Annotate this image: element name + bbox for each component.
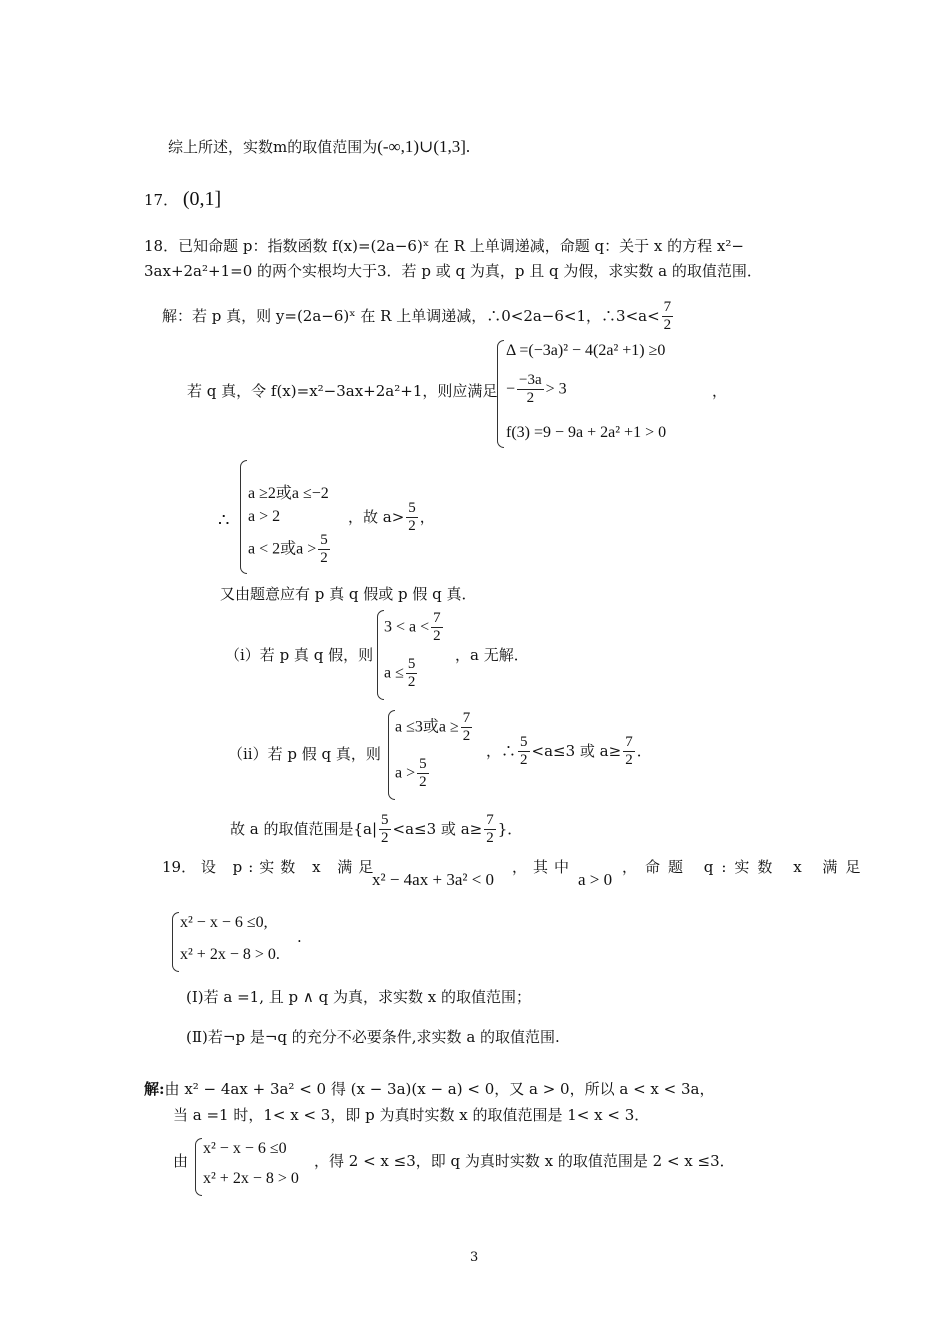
q19-sol-sys-row1: x² − x − 6 ≤0 (203, 1140, 287, 1157)
q18-number: 18． (144, 237, 179, 255)
case1-row2: a ≤ $\frac{5}{2}$ (384, 656, 416, 691)
q19-sol-line2: 当 a =1 时，1< x < 3，即 p 为真时实数 x 的取值范围是 1< x < 3． (173, 1106, 650, 1124)
q18-stem-line2: 3ax+2a²+1=0 的两个实根均大于3．若 p 或 q 为真，p 且 q 为假，求实数 a 的取值范围． (144, 262, 762, 280)
q19-sys-row2: x² + 2x − 8 > 0. (180, 946, 280, 963)
sys-q-row3: f(3) =9 − 9a + 2a² +1 > 0 (506, 424, 667, 441)
q19-sol-sys-row2: x² + 2x − 8 > 0 (203, 1170, 299, 1187)
case1-row1: 3 < a < $\frac{7}{2}$ (384, 610, 441, 645)
summary-line (168, 137, 470, 157)
q19-stem-math: x² − 4ax + 3a² < 0 (372, 870, 495, 889)
brace-a (240, 460, 247, 574)
q18-sol-p (162, 299, 675, 335)
q19-dot: . (297, 928, 302, 946)
q19-sys-row1: x² − x − 6 ≤0, (180, 914, 268, 931)
q19-sol-pre: 由 (173, 1152, 189, 1170)
case1-end: ，a 无解． (455, 646, 529, 664)
page-number: 3 (470, 1250, 479, 1265)
q19-stem-b: ，其中 (512, 858, 576, 876)
case1-label: （i）若 p 真 q 假，则 (225, 646, 374, 664)
sys-q-row1: Δ =(−3a)² − 4(2a² +1) ≥0 (506, 342, 666, 359)
frac-7-2: $\frac{7}{2}$ (663, 299, 672, 334)
hence-a: ，故 a> $\frac{5}{2}$ ， (348, 500, 435, 535)
q17-number: 17． (144, 191, 179, 209)
brace-q19-sol (195, 1138, 202, 1196)
brace-q19 (172, 912, 179, 972)
sys-a-row1: a ≥2或a ≤−2 (248, 485, 329, 502)
q19-part1: (Ⅰ)若 a =1, 且 p ∧ q 为真，求实数 x 的取值范围； (186, 988, 532, 1006)
summary-math: (-∞,1)∪(1,3]. (377, 137, 471, 156)
brace-case1 (377, 610, 384, 700)
q19-sol-line1: 解:由 x² − 4ax + 3a² < 0 得 (x − 3a)(x − a) < 0，又 a > 0，所以 a < x < 3a， (144, 1080, 715, 1098)
q18-stem-line1 (144, 237, 744, 255)
q18-sol-p-text: 解：若 p 真，则 y=(2a−6)ˣ 在 R 上单调递减，∴0<2a−6<1，∴3<a< (162, 306, 660, 325)
q19-stem: 19． 设 p:实数 x 满足 (162, 858, 380, 876)
brace-case2 (388, 710, 395, 800)
case2-label: （ii）若 p 假 q 真，则 (228, 745, 381, 763)
q19-sol-post: ，得 2 < x ≤3，即 q 为真时实数 x 的取值范围是 2 < x ≤3． (314, 1152, 735, 1170)
q19-stem-c: ，命题 q:实数 x 满足 (622, 858, 869, 876)
q17-answer: (0,1] (182, 188, 222, 210)
summary-text: 综上所述，实数m的取值范围为 (168, 138, 378, 156)
sys-q-row2: − $\frac{-3a}{2}$ > 3 (506, 372, 567, 407)
case2-row2: a > $\frac{5}{2}$ (395, 756, 427, 791)
sys-q-comma: ， (712, 382, 728, 400)
q19-stem-cond: a > 0 (578, 870, 613, 889)
therefore-symbol: ∴ (218, 510, 230, 531)
q18-stem-1: 已知命题 p：指数函数 f(x)=(2a−6)ˣ 在 R 上单调递减，命题 q：关于 x 的方程 x²− (178, 237, 744, 255)
final-result: 故 a 的取值范围是{a| $\frac{5}{2}$ <a≤3 或 a≥ $\frac{7}{2}$ }． (230, 812, 523, 847)
q18-sol-q-text: 若 q 真，令 f(x)=x²−3ax+2a²+1，则应满足 (187, 382, 498, 400)
sys-a-row3: a < 2或a > $\frac{5}{2}$ (248, 532, 328, 567)
case2-result: ，∴ $\frac{5}{2}$ <a≤3 或 a≥ $\frac{7}{2}$ ． (486, 734, 652, 769)
q19-part2: (Ⅱ)若¬p 是¬q 的充分不必要条件,求实数 a 的取值范围. (186, 1028, 560, 1046)
brace-q (497, 340, 504, 448)
also-text: 又由题意应有 p 真 q 假或 p 假 q 真． (220, 585, 477, 603)
case2-row1: a ≤3或a ≥ $\frac{7}{2}$ (395, 710, 471, 745)
sys-a-row2: a > 2 (248, 508, 281, 525)
q17-line (144, 187, 221, 211)
